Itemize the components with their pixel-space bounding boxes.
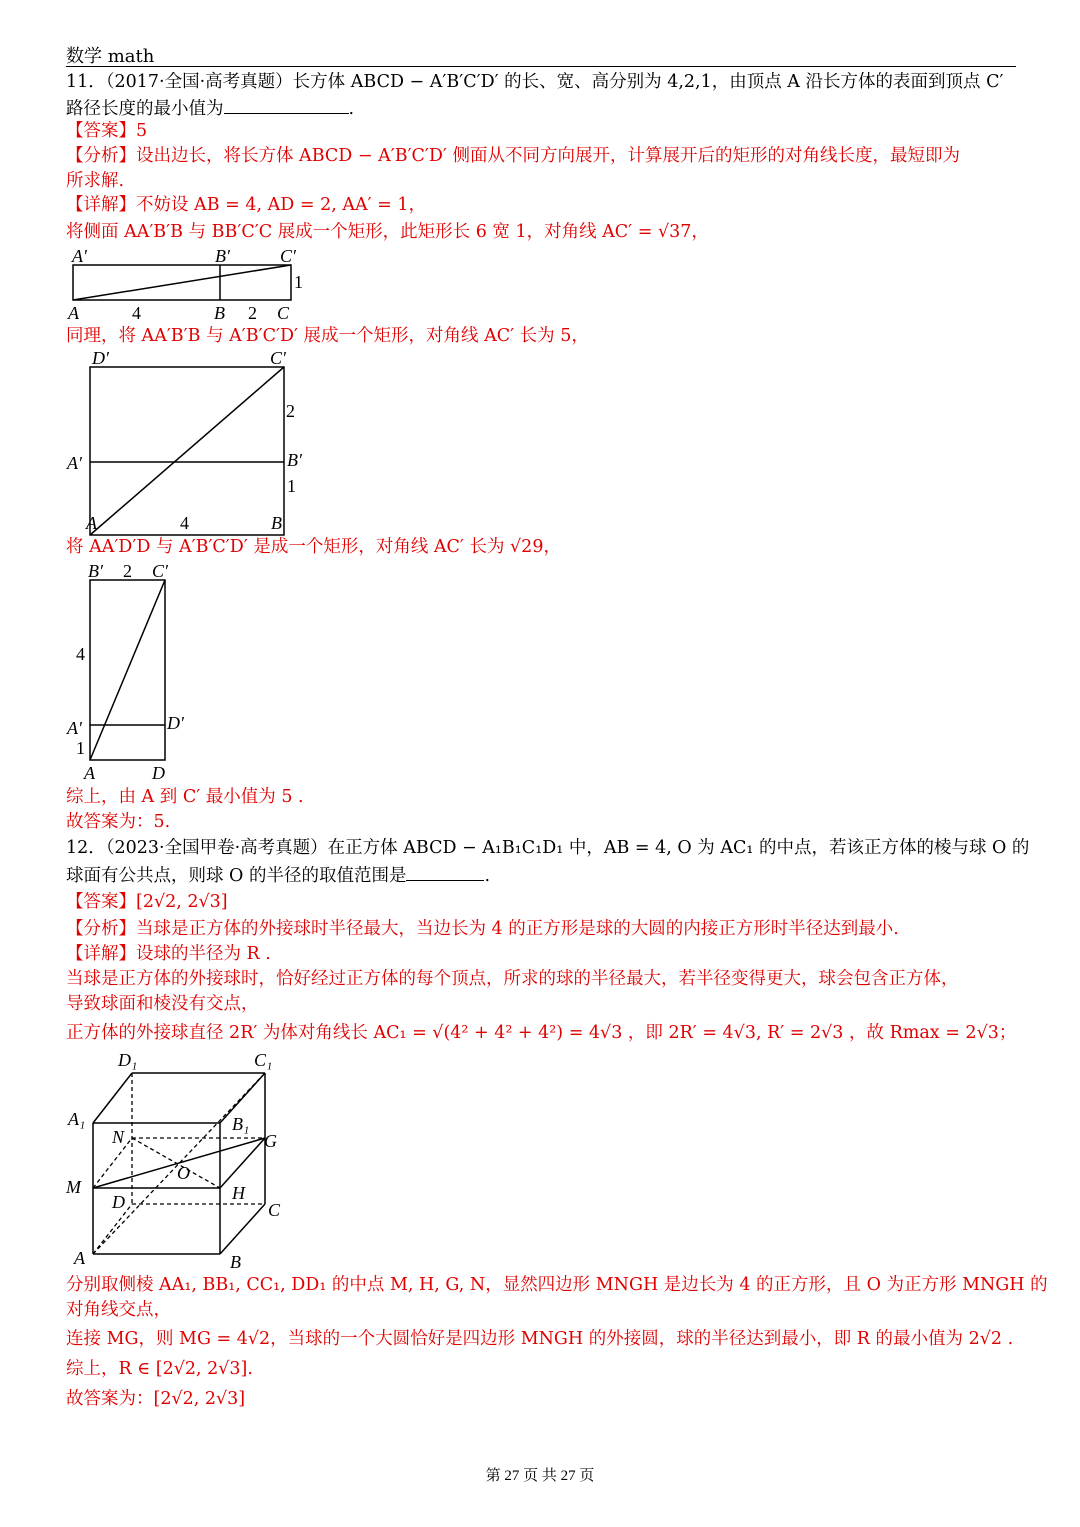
label-A: A [86,513,97,533]
q11-final: 故答案为：5. [66,812,171,832]
label-width-2: 2 [286,401,295,421]
q12-answer-blank [406,862,484,881]
label-O: O [177,1163,190,1183]
q12-answer: 【答案】[2√2, 2√3] [66,892,228,912]
label-C: C [268,1200,281,1220]
q11-detail-line2: 将侧面 AA′B′B 与 BB′C′C 展成一个矩形，此矩形长 6 宽 1，对角线 AC′ = √37， [66,222,709,242]
label-C1: C′ [270,348,286,368]
label-B1: B′ [287,450,302,470]
label-A: A [74,1248,85,1268]
q11-answer-blank [224,95,349,114]
label-H: H [232,1183,245,1203]
q12-detail-line7: 连接 MG，则 MG = 4√2，当球的一个大圆恰好是四边形 MNGH 的外接圆，球的半径达到最小，即 R 的最小值为 2√2 . [66,1329,1014,1349]
label-M: M [66,1177,81,1197]
label-length-4: 4 [180,513,189,533]
q12-final: 故答案为：[2√2, 2√3] [66,1389,246,1409]
edge-A1D1 [93,1073,132,1123]
label-A1: A′ [67,453,82,473]
q11-stem-line2 [66,95,354,121]
q12-stem-text: 球面有公共点，则球 O 的半径的取值范围是 [66,866,407,886]
label-A: A [84,763,95,783]
q12-detail-line4: 正方体的外接球直径 2R′ 为体对角线长 AC₁ = √(4² + 4² + 4²) = 4√3 ，即 2R′ = 4√3, R′ = 2√3 ，故 Rmax = 2√3； [66,1023,1017,1043]
q12-detail-line2: 当球是正方体的外接球时，恰好经过正方体的每个顶点，所求的球的半径最大，若半径变得更大，球会包含正方体， [66,969,959,989]
header-rule [66,66,1016,67]
q11-summary: 综上，由 A 到 C′ 最小值为 5 . [66,787,304,807]
label-A1: A′ [67,718,82,738]
label-B: B [214,303,225,323]
q11-analysis-line1: 【分析】设出边长，将长方体 ABCD − A′B′C′D′ 侧面从不同方向展开，计算展开后的矩形的对角线长度，最短即为 [66,146,960,166]
label-A1: A′ [72,246,87,266]
label-D: D [112,1192,125,1212]
q11-answer: 【答案】5 [66,121,148,141]
label-height-1: 1 [287,476,296,496]
label-A1: A₁ [68,1109,86,1129]
label-length-4: 4 [132,303,141,323]
label-D: D [152,763,165,783]
q11-detail-line4: 将 AA′D′D 与 A′B′C′D′ 是成一个矩形，对角线 AC′ 长为 √29， [66,537,561,557]
unfold-diagram-2 [60,344,320,536]
label-D1: D₁ [118,1050,138,1070]
label-width-2: 2 [123,561,132,581]
q12-detail-line3: 导致球面和棱没有交点， [66,994,259,1014]
q12-stem-end: . [484,866,491,886]
label-D1: D′ [167,713,184,733]
label-C1: C₁ [254,1050,273,1070]
q11-detail-line3: 同理，将 AA′B′B 与 A′B′C′D′ 展成一个矩形，对角线 AC′ 长为 5， [66,326,589,346]
q11-stem-end: . [348,99,355,119]
q12-detail-line6: 对角线交点， [66,1300,171,1320]
page-footer: 第 27 页 共 27 页 [485,1468,595,1484]
diagonal-AC1 [73,265,291,300]
q12-detail-line1: 【详解】设球的半径为 R . [66,944,271,964]
q11-stem-text: 路径长度的最小值为 [66,99,224,119]
label-height-1: 1 [294,272,303,292]
label-length-2: 2 [248,303,257,323]
cube-diagram [60,1046,320,1272]
label-B1: B₁ [232,1114,250,1134]
label-length-4: 4 [76,644,85,664]
label-C: C [277,303,290,323]
label-A: A [68,303,79,323]
q12-stem-line1: 12．（2023·全国甲卷·高考真题）在正方体 ABCD − A₁B₁C₁D₁ 中，AB = 4, O 为 AC₁ 的中点，若该正方体的棱与球 O 的 [66,838,1030,858]
label-D1: D′ [92,348,109,368]
label-B1: B′ [215,246,230,266]
q12-analysis: 【分析】当球是正方体的外接球时半径最大，当边长为 4 的正方形是球的大圆的内接正方形时半径达到最小. [66,919,899,939]
label-C1: C′ [280,246,296,266]
label-G: G [264,1131,277,1151]
label-height-1: 1 [76,738,85,758]
q11-analysis-line2: 所求解. [66,171,125,191]
edge-BC [220,1204,265,1254]
label-C1: C′ [152,561,168,581]
segment-NH [132,1138,220,1188]
q12-summary: 综上，R ∈ [2√2, 2√3]. [66,1359,253,1379]
edge-HG [220,1138,265,1188]
q11-detail-line1: 【详解】不妨设 AB = 4, AD = 2, AA′ = 1， [66,195,426,215]
page-header-title: 数学 math [66,46,155,67]
q12-stem-line2 [66,862,490,888]
unfold-diagram-1 [60,242,320,324]
q11-stem-line1: 11．（2017·全国·高考真题）长方体 ABCD − A′B′C′D′ 的长、宽、高分别为 4,2,1，由顶点 A 沿长方体的表面到顶点 C′ [66,72,1004,92]
q12-detail-line5: 分别取侧棱 AA₁, BB₁, CC₁, DD₁ 的中点 M, H, G, N，显然四边形 MNGH 是边长为 4 的正方形，且 O 为正方形 MNGH 的 [66,1275,1048,1295]
label-B: B [230,1252,241,1272]
unfold-diagram-3 [60,557,210,787]
label-B1: B′ [88,561,103,581]
label-B: B [271,513,282,533]
diagonal-AC1-3 [90,580,165,760]
label-N: N [112,1127,125,1147]
